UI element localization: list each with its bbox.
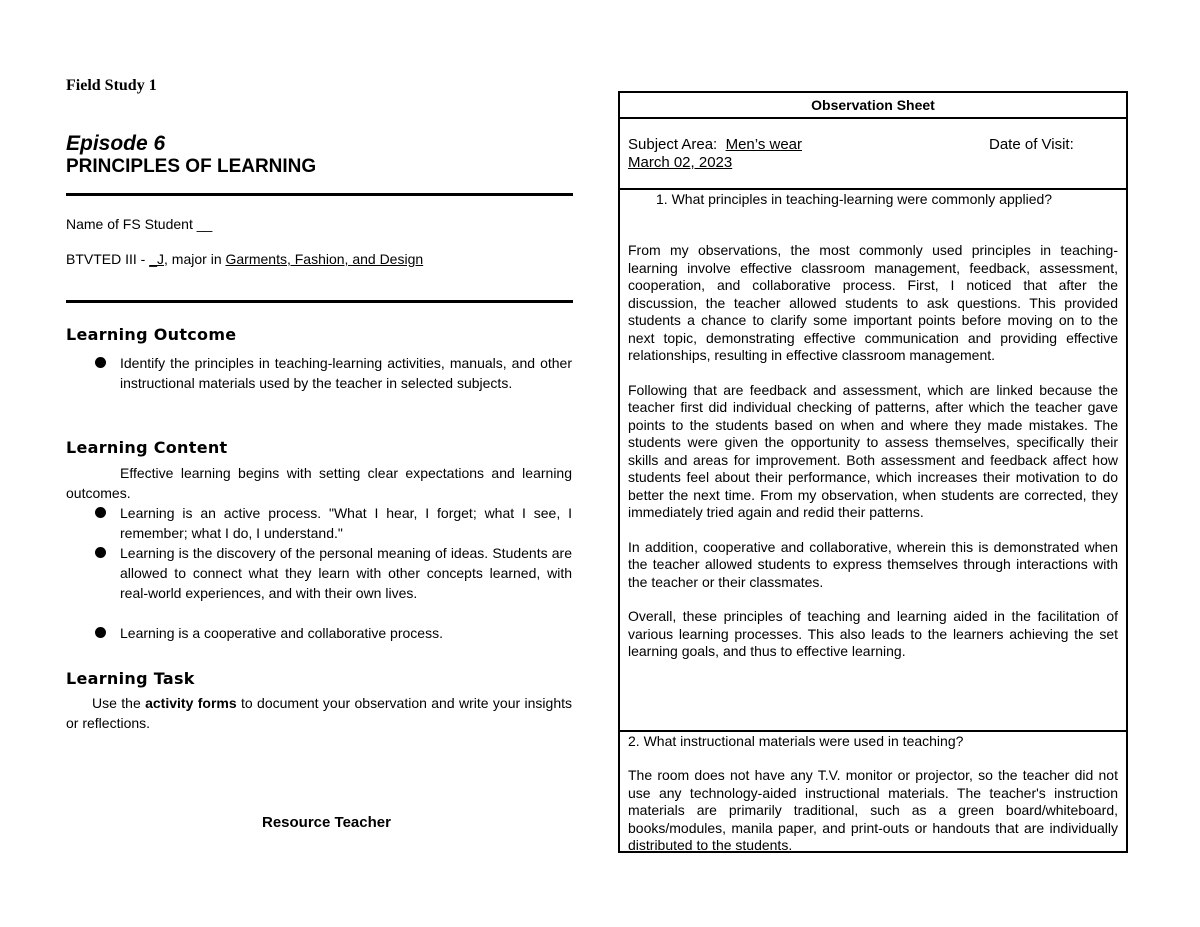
content-intro: Effective learning begins with setting clear expectations and learning outcomes. bbox=[66, 465, 572, 501]
episode-title: Episode 6 bbox=[66, 132, 166, 155]
table-divider bbox=[620, 117, 1126, 119]
subject-label: Subject Area: bbox=[628, 136, 718, 153]
subject-value: Men’s wear bbox=[725, 136, 802, 153]
answer-1 bbox=[628, 242, 1118, 678]
answer-1-paragraph: From my observations, the most commonly used principles in teaching-learning involve effective classroom management, feedback, assessment, cooperation, and collaborative process. First, I noticed that after the discussion, the teacher allowed students to ask questions. This provided students a chance to clarify some important points before moving on to the next topic, demonstrating effective communication and providing effective relationships, resulting in effective classroom management. bbox=[628, 242, 1118, 363]
answer-2 bbox=[628, 767, 1118, 855]
bullet-icon bbox=[95, 507, 106, 518]
table-divider bbox=[620, 730, 1126, 732]
date-of-visit-value: March 02, 2023 bbox=[628, 154, 733, 171]
bullet-icon bbox=[95, 627, 106, 638]
observation-sheet-title: Observation Sheet bbox=[811, 97, 935, 113]
divider-bottom bbox=[66, 300, 573, 303]
learning-task-text bbox=[66, 693, 572, 733]
learning-task-heading: Learning Task bbox=[66, 669, 195, 688]
date-of-visit-label: Date of Visit: bbox=[989, 136, 1074, 153]
answer-1-paragraph: Overall, these principles of teaching and learning aided in the facilitation of various learning processes. This also leads to the learners achieving the set learning goals, and thus to effective learning. bbox=[628, 608, 1118, 659]
answer-1-paragraph: In addition, cooperative and collaborative, wherein this is demonstrated when the teacher allowed students to express themselves through interactions with the teacher or their classmates. bbox=[628, 538, 1118, 590]
content-item-2: Learning is the discovery of the personal meaning of ideas. Students are allowed to connect what they learn with other concepts learned, with real-world experiences, and with their own lives. bbox=[120, 545, 572, 601]
document-header: Field Study 1 bbox=[66, 77, 157, 94]
major-label: , major in bbox=[164, 251, 226, 267]
answer-1-paragraph: Following that are feedback and assessment, which are linked because the teacher first did individual checking of patterns, after which the teacher gave points to the students based on when and where they made mistakes. The students were given the opportunity to assess themselves, specifically their skills and areas for improvement. Both assessment and feedback affect how students feel about their performance, which increases their motivation to do better the next time. From my observation, when students are corrected, they immediately tried again and redid their patterns. bbox=[628, 381, 1118, 520]
resource-teacher-label: Resource Teacher bbox=[262, 814, 391, 831]
subject-area bbox=[628, 136, 802, 154]
activity-forms-label: activity forms bbox=[145, 695, 237, 711]
bullet-icon bbox=[95, 357, 106, 368]
outcome-item: Identify the principles in teaching-learning activities, manuals, and other instructional materials used by the teacher in selected subjects. bbox=[120, 355, 572, 391]
task-text-start: Use the bbox=[92, 695, 146, 711]
learning-outcome-heading: Learning Outcome bbox=[66, 325, 237, 344]
major-value: Garments, Fashion, and Design bbox=[225, 251, 424, 267]
page-title: PRINCIPLES OF LEARNING bbox=[66, 156, 317, 177]
learning-content-heading: Learning Content bbox=[66, 438, 228, 457]
section-value: _J bbox=[149, 251, 165, 267]
task-text-end: to document your observation and write your insights or reflections. bbox=[66, 695, 573, 731]
answer-2-paragraph: The room does not have any T.V. monitor or projector, so the teacher did not use any technology-aided instructional materials. The teacher's instruction materials are primarily traditional, such as a green board/whiteboard, books/modules, manila paper, and print-outs or handouts that are individually distributed to the students. bbox=[628, 767, 1118, 853]
table-divider bbox=[620, 188, 1126, 190]
divider-top bbox=[66, 193, 573, 196]
content-item-1: Learning is an active process. "What I hear, I forget; what I see, I remember; what I do, I understand." bbox=[120, 505, 572, 541]
question-1: 1. What principles in teaching-learning were commonly applied? bbox=[656, 191, 1053, 207]
course-prefix: BTVTED III - bbox=[66, 251, 150, 267]
course-line bbox=[66, 249, 423, 269]
content-item-3: Learning is a cooperative and collaborative process. bbox=[120, 625, 443, 641]
student-name-line: Name of FS Student __ bbox=[66, 216, 213, 232]
observation-sheet bbox=[618, 91, 1128, 853]
question-2: 2. What instructional materials were used in teaching? bbox=[628, 733, 964, 749]
bullet-icon bbox=[95, 547, 106, 558]
